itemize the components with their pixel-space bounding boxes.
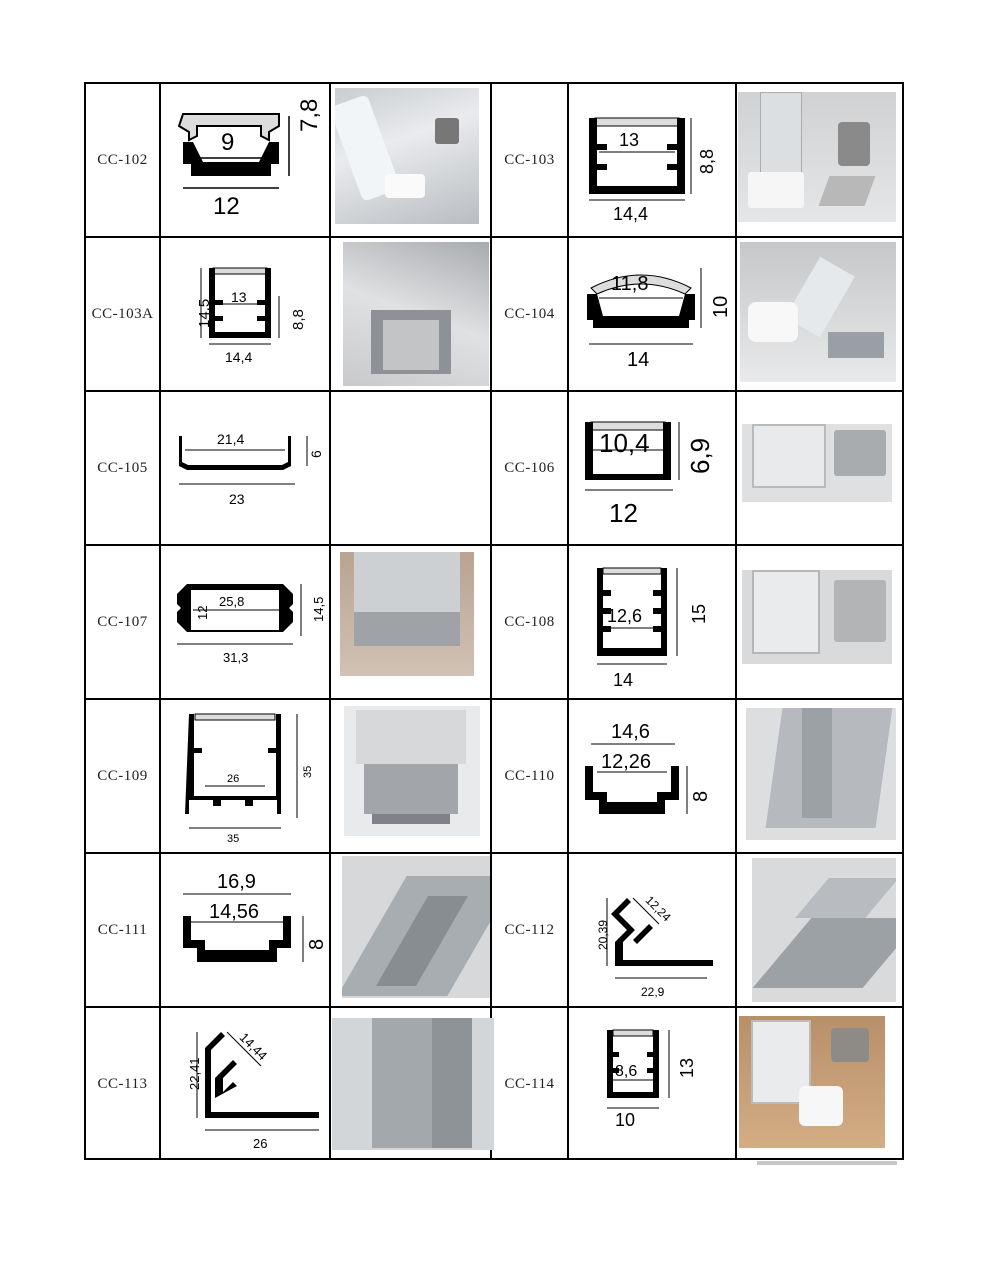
dimension-label: 11,8 <box>611 273 649 295</box>
dimension-label: 15 <box>689 603 709 624</box>
product-photo <box>742 570 892 664</box>
dimension-label: 35 <box>227 833 240 845</box>
product-code: CC-103A <box>91 305 154 322</box>
dimension-label: 16,9 <box>217 871 256 893</box>
dimension-label: 14,6 <box>611 721 650 743</box>
dimension-label: 22,41 <box>187 1057 202 1090</box>
product-code: CC-111 <box>97 921 148 938</box>
column-divider <box>329 84 331 1158</box>
profile-drawing <box>161 238 329 390</box>
dimension-label: 13 <box>231 289 247 305</box>
dimension-label: 12,24 <box>642 893 674 925</box>
dimension-label: 12,6 <box>607 606 643 626</box>
profile-drawing <box>161 84 329 236</box>
dimension-label: 20,39 <box>596 919 610 950</box>
product-photo <box>343 242 489 386</box>
dimension-label: 9 <box>221 129 235 156</box>
product-photo <box>340 552 474 676</box>
dimension-label: 8 <box>306 938 328 950</box>
dimension-label: 25,8 <box>219 594 245 609</box>
dimension-label: 14,4 <box>225 349 253 365</box>
product-photo <box>746 708 896 840</box>
product-photo <box>332 1018 494 1150</box>
dimension-label: 10 <box>615 1110 636 1130</box>
dimension-label: 21,4 <box>217 431 245 447</box>
profile-drawing <box>569 546 735 698</box>
product-code: CC-103 <box>504 151 555 168</box>
product-photo <box>742 424 892 502</box>
dimension-label: 12 <box>213 193 240 220</box>
dimension-label: 13 <box>619 130 640 150</box>
product-photo <box>342 856 490 998</box>
profile-drawing <box>161 546 329 698</box>
product-code: CC-110 <box>504 767 555 784</box>
profile-drawing <box>569 238 735 390</box>
scan-artifact <box>757 1161 897 1165</box>
dimension-label: 14 <box>627 349 650 371</box>
column-divider <box>735 84 737 1158</box>
dimension-label: 14,56 <box>209 901 260 923</box>
dimension-label: 12 <box>195 605 210 620</box>
dimension-label: 6 <box>308 450 324 458</box>
dimension-label: 7,8 <box>296 98 323 132</box>
dimension-label: 8,8 <box>290 309 307 330</box>
product-code: CC-105 <box>97 459 148 476</box>
dimension-label: 23 <box>229 491 245 507</box>
dimension-label: 10,4 <box>599 428 650 458</box>
profile-drawing <box>569 700 735 852</box>
dimension-label: 14,4 <box>613 204 649 224</box>
profile-drawing <box>569 84 735 236</box>
dimension-label: 14,5 <box>311 596 326 622</box>
profile-drawing <box>161 854 329 1006</box>
dimension-label: 31,3 <box>223 650 249 665</box>
dimension-label: 10 <box>710 295 732 318</box>
product-code: CC-108 <box>504 613 555 630</box>
profile-drawing <box>161 1008 329 1160</box>
dimension-label: 26 <box>253 1136 268 1151</box>
product-photo <box>738 92 896 222</box>
product-photo <box>344 706 480 836</box>
product-code: CC-102 <box>97 151 148 168</box>
profile-drawing <box>161 700 329 852</box>
dimension-label: 22,9 <box>641 985 665 999</box>
dimension-label: 6,9 <box>685 437 715 474</box>
product-photo <box>752 858 896 1002</box>
product-code: CC-104 <box>504 305 555 322</box>
dimension-label: 14 <box>613 670 634 690</box>
profile-drawing <box>569 1008 735 1160</box>
dimension-label: 8,8 <box>697 148 717 174</box>
product-code: CC-109 <box>97 767 148 784</box>
dimension-label: 35 <box>302 765 314 778</box>
dimension-label: 12 <box>609 498 638 528</box>
dimension-label: 8,6 <box>615 1063 638 1080</box>
dimension-label: 12,26 <box>601 751 652 773</box>
product-catalog-table <box>84 82 904 1160</box>
product-code: CC-112 <box>504 921 555 938</box>
dimension-label: 26 <box>227 773 240 785</box>
profile-drawing <box>569 392 735 544</box>
product-code: CC-113 <box>97 1075 148 1092</box>
product-photo <box>335 88 479 224</box>
dimension-label: 13 <box>677 1057 697 1078</box>
product-code: CC-114 <box>504 1075 555 1092</box>
dimension-label: 8 <box>690 790 712 802</box>
dimension-label: 14,44 <box>236 1029 271 1064</box>
dimension-label: 14,5 <box>196 298 213 328</box>
product-photo <box>740 242 896 382</box>
product-photo <box>739 1016 885 1148</box>
product-code: CC-107 <box>97 613 148 630</box>
profile-drawing <box>161 392 329 544</box>
profile-drawing <box>569 854 735 1006</box>
product-code: CC-106 <box>504 459 555 476</box>
